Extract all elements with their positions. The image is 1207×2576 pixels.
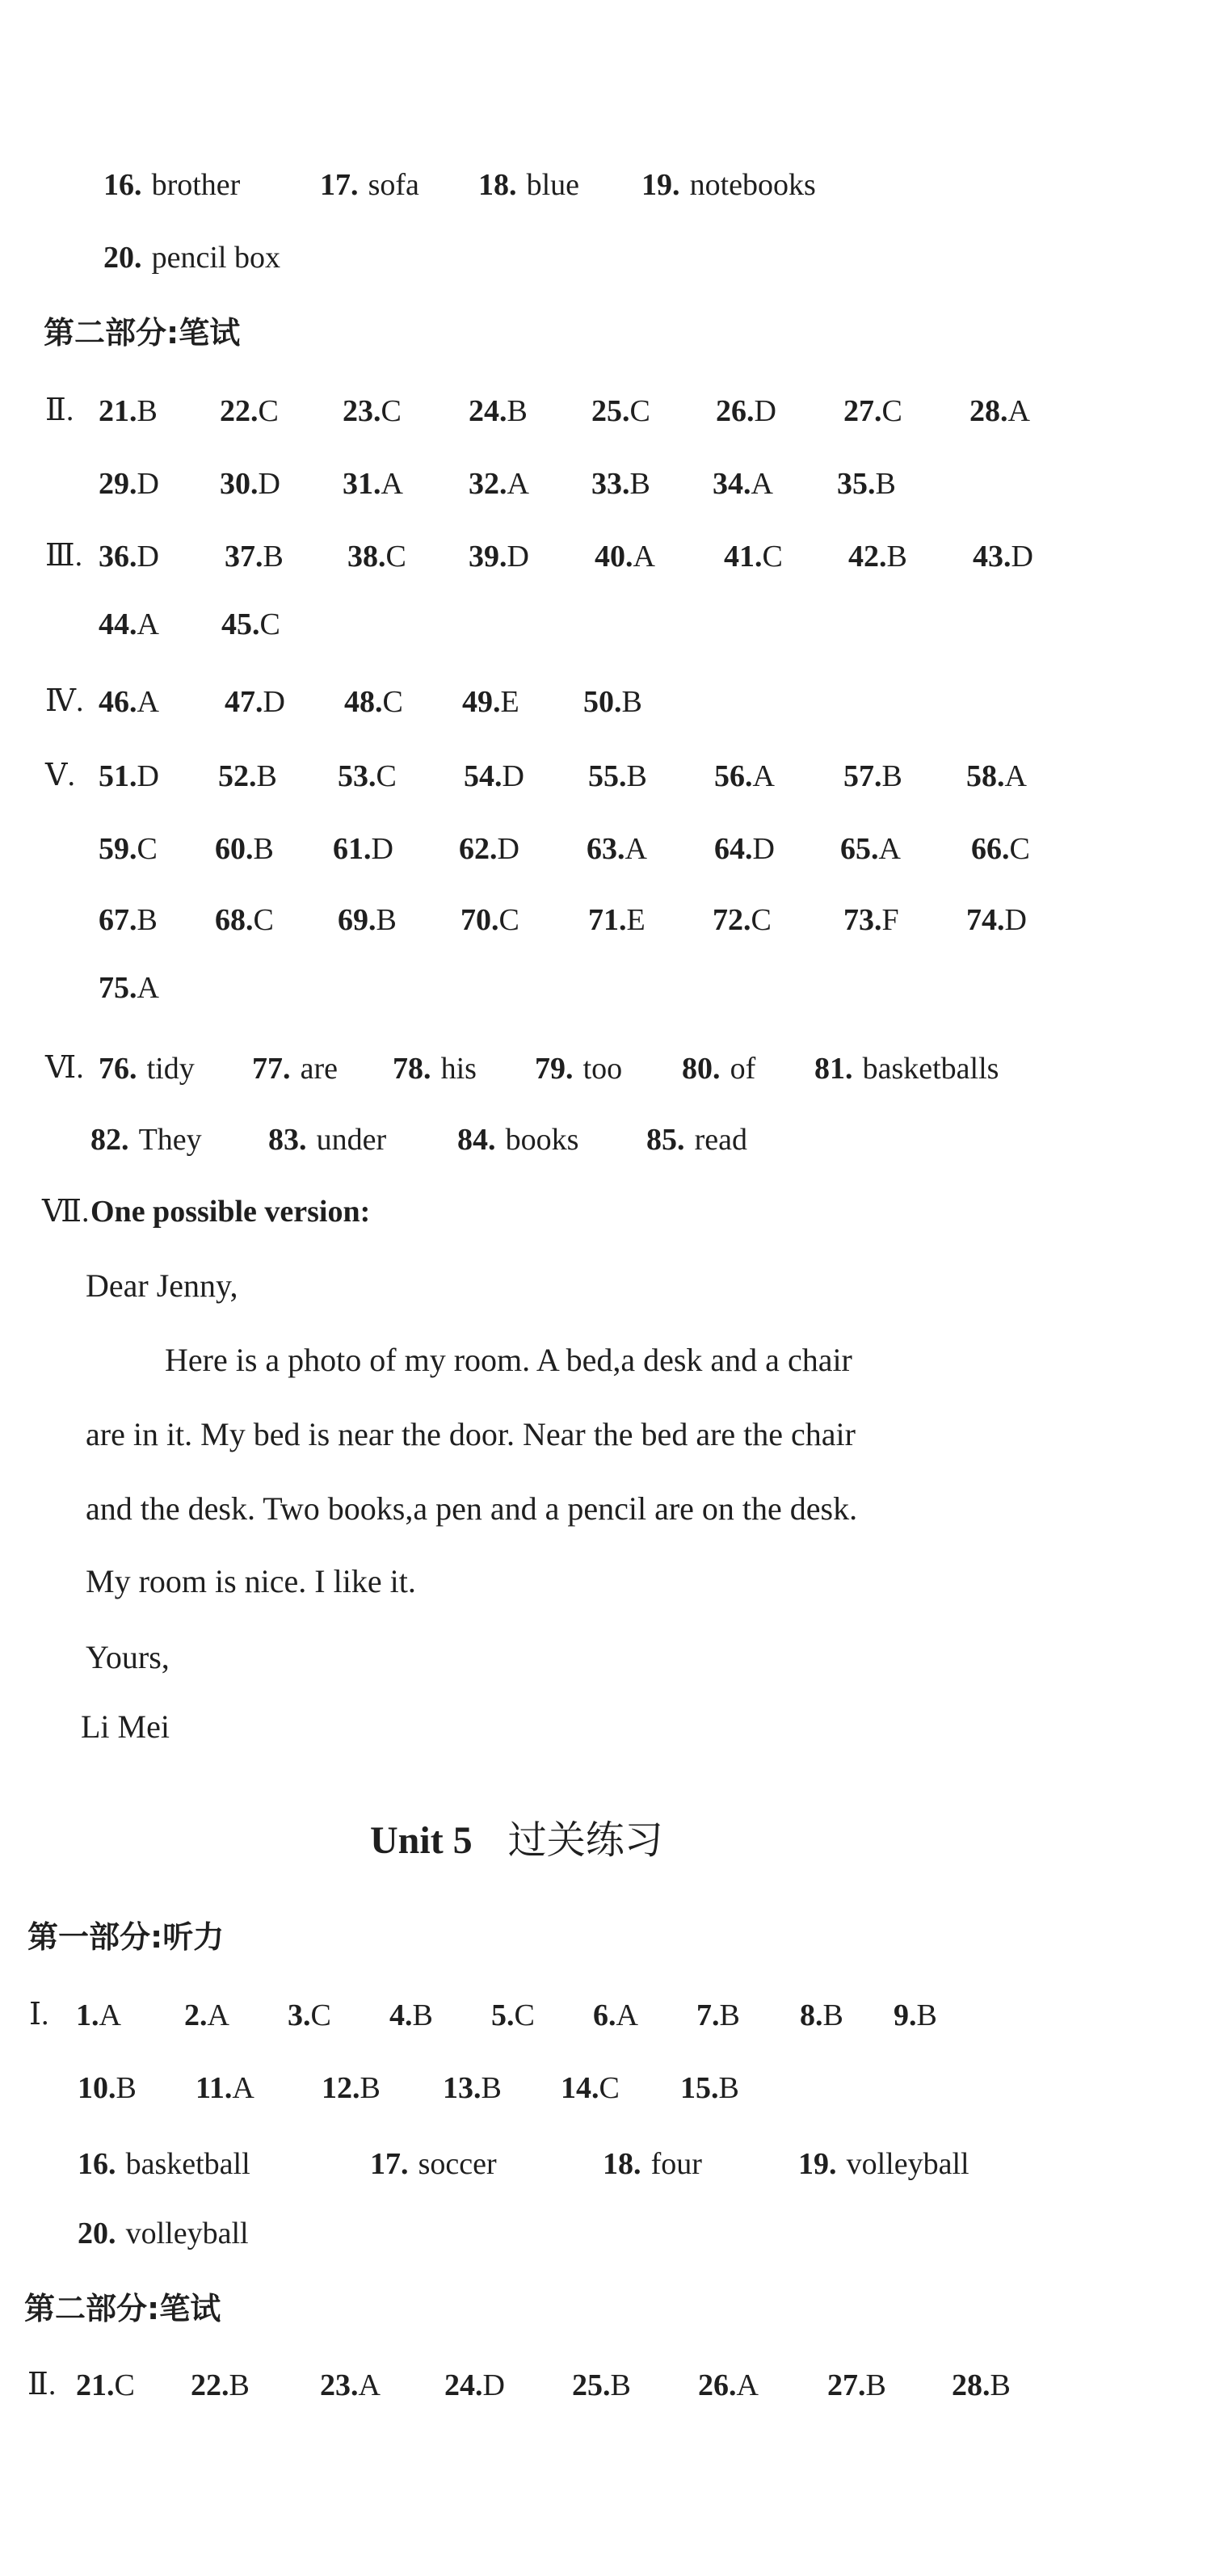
- answer-item: 22.C: [220, 394, 279, 428]
- answer-item: 83. under: [268, 1123, 387, 1157]
- version-label: One possible version:: [90, 1195, 371, 1229]
- roman-numeral: Ⅳ.: [45, 684, 84, 718]
- answer-item: 79. too: [535, 1052, 623, 1086]
- answer-item: 68.C: [215, 903, 274, 937]
- answer-item: 18. blue: [478, 168, 580, 202]
- answer-item: 52.B: [218, 759, 277, 793]
- answer-item: 59.C: [99, 832, 158, 866]
- answer-item: 41.C: [724, 540, 783, 574]
- answer-item: 3.C: [288, 1998, 331, 2032]
- answer-item: 2.A: [184, 1998, 229, 2032]
- answer-item: 21.B: [99, 394, 158, 428]
- answer-item: 44.A: [99, 607, 159, 641]
- answer-item: 80. of: [682, 1052, 756, 1086]
- answer-item: 21.C: [76, 2368, 135, 2402]
- answer-item: 23.C: [343, 394, 402, 428]
- answer-item: 75.A: [99, 971, 159, 1005]
- answer-item: 46.A: [99, 685, 159, 719]
- answer-item: 77. are: [252, 1052, 338, 1086]
- answer-item: 73.F: [843, 903, 899, 937]
- section-heading: 第一部分:听力: [27, 1919, 225, 1955]
- answer-item: 11.A: [196, 2071, 254, 2105]
- roman-numeral: Ⅶ.: [42, 1195, 90, 1229]
- answer-item: 20. volleyball: [78, 2217, 249, 2250]
- answer-item: 20. pencil box: [103, 241, 280, 275]
- answer-item: 24.B: [469, 394, 528, 428]
- section-heading: 第二部分:笔试: [24, 2291, 221, 2326]
- answer-item: 7.B: [696, 1998, 740, 2032]
- answer-item: 51.D: [99, 759, 159, 793]
- letter-closing: Yours,: [86, 1639, 170, 1675]
- answer-item: 48.C: [344, 685, 403, 719]
- answer-item: 28.A: [969, 394, 1030, 428]
- answer-item: 16. brother: [103, 168, 241, 202]
- letter-signature: Li Mei: [81, 1708, 170, 1745]
- answer-item: 26.A: [698, 2368, 759, 2402]
- answer-item: 1.A: [76, 1998, 121, 2032]
- answer-item: 18. four: [603, 2147, 702, 2181]
- letter-line: and the desk. Two books,a pen and a pencil are on the desk.: [86, 1490, 858, 1527]
- answer-item: 49.E: [462, 685, 519, 719]
- answer-item: 27.C: [843, 394, 902, 428]
- answer-item: 19. notebooks: [641, 168, 816, 202]
- answer-item: 10.B: [78, 2071, 137, 2105]
- letter-line: My room is nice. I like it.: [86, 1563, 416, 1599]
- answer-item: 54.D: [464, 759, 524, 793]
- answer-item: 13.B: [443, 2071, 502, 2105]
- roman-numeral: Ⅰ.: [29, 1998, 49, 2032]
- answer-item: 42.B: [848, 540, 907, 574]
- answer-item: 19. volleyball: [798, 2147, 969, 2181]
- answer-item: 25.C: [591, 394, 650, 428]
- answer-item: 64.D: [714, 832, 775, 866]
- answer-item: 31.A: [343, 467, 403, 501]
- answer-item: 6.A: [593, 1998, 638, 2032]
- answer-item: 71.E: [588, 903, 646, 937]
- answer-item: 67.B: [99, 903, 158, 937]
- answer-item: 61.D: [333, 832, 393, 866]
- answer-item: 24.D: [444, 2368, 505, 2402]
- answer-item: 58.A: [966, 759, 1027, 793]
- letter-greeting: Dear Jenny,: [86, 1267, 238, 1304]
- section-heading: 第二部分:笔试: [44, 315, 241, 351]
- answer-item: 29.D: [99, 467, 159, 501]
- answer-item: 39.D: [469, 540, 529, 574]
- answer-item: 15.B: [680, 2071, 739, 2105]
- answer-item: 27.B: [827, 2368, 886, 2402]
- answer-item: 25.B: [572, 2368, 631, 2402]
- answer-item: 22.B: [191, 2368, 250, 2402]
- answer-item: 40.A: [595, 540, 655, 574]
- answer-item: 35.B: [837, 467, 896, 501]
- answer-item: 17. sofa: [320, 168, 419, 202]
- answer-item: 57.B: [843, 759, 902, 793]
- answer-item: 76. tidy: [99, 1052, 195, 1086]
- answer-item: 9.B: [894, 1998, 937, 2032]
- roman-numeral: Ⅲ.: [45, 539, 83, 573]
- answer-item: 8.B: [800, 1998, 843, 2032]
- answer-item: 37.B: [225, 540, 284, 574]
- answer-item: 43.D: [973, 540, 1033, 574]
- letter-line: are in it. My bed is near the door. Near the bed are the chair: [86, 1416, 856, 1452]
- answer-item: 28.B: [952, 2368, 1011, 2402]
- answer-item: 53.C: [338, 759, 397, 793]
- roman-numeral: Ⅱ.: [45, 393, 74, 427]
- answer-item: 4.B: [389, 1998, 433, 2032]
- answer-item: 34.A: [713, 467, 773, 501]
- answer-item: 60.B: [215, 832, 274, 866]
- answer-item: 62.D: [459, 832, 519, 866]
- answer-item: 16. basketball: [78, 2147, 250, 2181]
- page-title: Unit 5 过关练习: [370, 1817, 663, 1863]
- answer-item: 72.C: [713, 903, 772, 937]
- roman-numeral: Ⅴ.: [45, 759, 75, 792]
- answer-item: 23.A: [320, 2368, 381, 2402]
- answer-item: 70.C: [461, 903, 519, 937]
- roman-numeral: Ⅵ.: [45, 1051, 84, 1085]
- roman-numeral: Ⅱ.: [27, 2368, 57, 2402]
- answer-item: 63.A: [587, 832, 647, 866]
- answer-item: 55.B: [588, 759, 647, 793]
- answer-item: 69.B: [338, 903, 397, 937]
- answer-item: 47.D: [225, 685, 285, 719]
- answer-item: 56.A: [714, 759, 775, 793]
- answer-item: 30.D: [220, 467, 280, 501]
- answer-item: 85. read: [646, 1123, 747, 1157]
- answer-item: 84. books: [457, 1123, 579, 1157]
- answer-item: 50.B: [583, 685, 642, 719]
- answer-item: 36.D: [99, 540, 159, 574]
- letter-line: Here is a photo of my room. A bed,a desk and a chair: [165, 1342, 852, 1378]
- answer-item: 14.C: [561, 2071, 620, 2105]
- answer-item: 66.C: [971, 832, 1030, 866]
- answer-item: 74.D: [966, 903, 1027, 937]
- answer-item: 26.D: [716, 394, 776, 428]
- answer-item: 33.B: [591, 467, 650, 501]
- answer-item: 32.A: [469, 467, 529, 501]
- answer-item: 5.C: [491, 1998, 535, 2032]
- answer-item: 17. soccer: [370, 2147, 497, 2181]
- answer-item: 78. his: [393, 1052, 477, 1086]
- answer-item: 65.A: [840, 832, 901, 866]
- answer-item: 38.C: [347, 540, 406, 574]
- answer-item: 45.C: [221, 607, 280, 641]
- answer-item: 12.B: [322, 2071, 381, 2105]
- answer-item: 82. They: [90, 1123, 202, 1157]
- answer-item: 81. basketballs: [814, 1052, 999, 1086]
